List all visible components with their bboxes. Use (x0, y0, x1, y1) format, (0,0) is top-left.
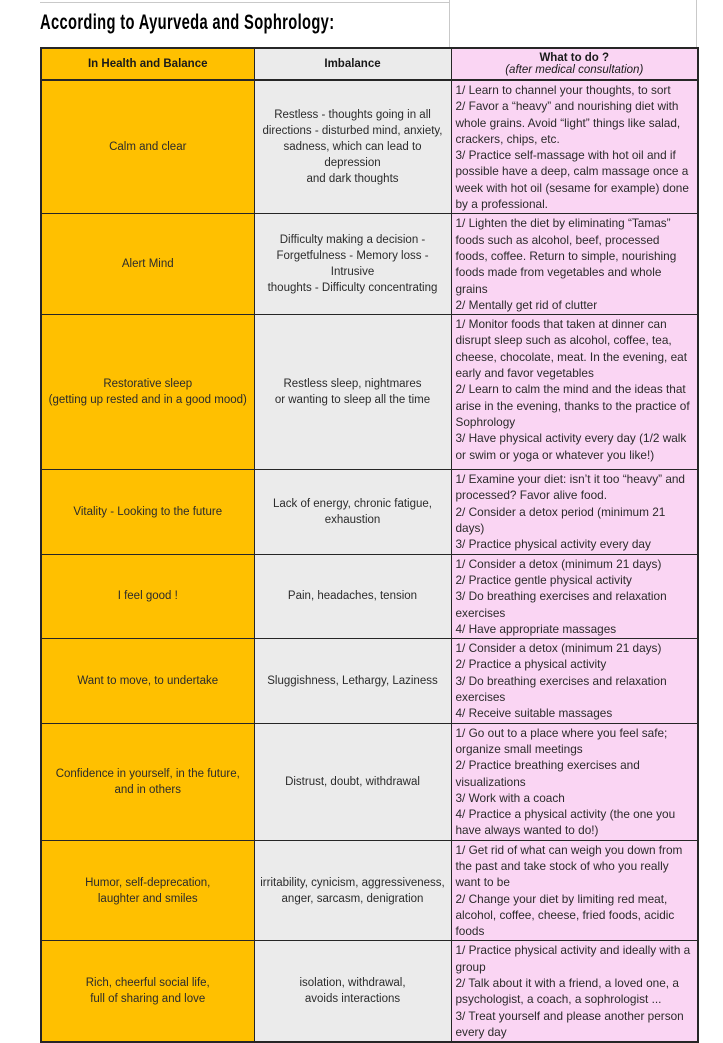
top-fragment-vline-left (449, 0, 450, 47)
table-row (41, 470, 698, 554)
table-row (41, 639, 698, 723)
action-item: 1/ Monitor foods that taken at dinner can disrupt sleep such as alcohol, coffee, tea, cheese, chocolate, meat. In the evening, eat early and favor vegetables (455, 317, 688, 381)
action-item: 2/ Practice gentle physical activity (455, 572, 632, 587)
action-item: 1/ Examine your diet: isn’t it too “heavy” and processed? Favor alive food. (455, 472, 685, 503)
action-item: 4/ Practice a physical activity (the one you have always wanted to do!) (455, 807, 676, 838)
table-body (41, 80, 698, 1042)
action-item: 1/ Practice physical activity and ideally with a group (455, 943, 691, 974)
ayurveda-sophrology-table (40, 47, 699, 1043)
actions-cell (451, 840, 698, 941)
table-row (41, 214, 698, 315)
actions-cell (451, 723, 698, 840)
top-fragment-hline (40, 2, 450, 3)
imbalance-cell: Lack of energy, chronic fatigue, exhaustion (254, 470, 451, 554)
action-item: 2/ Mentally get rid of clutter (455, 297, 598, 312)
imbalance-cell: irritability, cynicism, aggressiveness, anger, sarcasm, denigration (254, 840, 451, 941)
health-cell: Calm and clear (41, 80, 254, 214)
imbalance-cell: Restless - thoughts going in all directions - disturbed mind, anxiety, sadness, which can lead to depression and dark thoughts (254, 80, 451, 214)
header-what-to-do (451, 48, 698, 80)
table-row (41, 315, 698, 470)
table-row (41, 941, 698, 1042)
health-cell: Restorative sleep (getting up rested and in a good mood) (41, 315, 254, 470)
action-item: 2/ Favor a “heavy” and nourishing diet with whole grains. Avoid “light” things like salad, crackers, chips, etc. (455, 99, 681, 146)
action-item: 1/ Consider a detox (minimum 21 days) (455, 641, 662, 656)
header-row (41, 48, 698, 80)
imbalance-cell: Difficulty making a decision - Forgetfulness - Memory loss - Intrusive thoughts - Difficulty concentrating (254, 214, 451, 315)
health-cell: Want to move, to undertake (41, 639, 254, 723)
header-imbalance: Imbalance (254, 48, 451, 80)
actions-cell (451, 470, 698, 554)
action-item: 2/ Practice a physical activity (455, 657, 607, 672)
imbalance-cell: Pain, headaches, tension (254, 554, 451, 638)
actions-cell (451, 941, 698, 1042)
action-item: 3/ Practice physical activity every day (455, 537, 651, 552)
action-item: 4/ Have appropriate massages (455, 621, 617, 636)
header-health-and-balance: In Health and Balance (41, 48, 254, 80)
health-cell: I feel good ! (41, 554, 254, 638)
action-item: 3/ Do breathing exercises and relaxation exercises (455, 589, 667, 620)
action-item: 3/ Have physical activity every day (1/2 walk or swim or yoga or whatever you like!) (455, 431, 687, 462)
action-item: 4/ Receive suitable massages (455, 706, 613, 721)
action-item: 3/ Work with a coach (455, 790, 565, 805)
header-what-to-do-subtitle: (after medical consultation) (505, 64, 644, 76)
health-cell: Rich, cheerful social life, full of sharing and love (41, 941, 254, 1042)
action-item: 1/ Lighten the diet by eliminating “Tamas” foods such as alcohol, beef, processed foods, coffee. Return to simple, nourishing foods made from vegetables and whole grains (455, 216, 677, 296)
table-row (41, 723, 698, 840)
imbalance-cell: Distrust, doubt, withdrawal (254, 723, 451, 840)
actions-cell (451, 315, 698, 470)
health-cell: Confidence in yourself, in the future, and in others (41, 723, 254, 840)
action-item: 2/ Talk about it with a friend, a loved one, a psychologist, a coach, a sophrologist ... (455, 976, 679, 1007)
action-item: 1/ Consider a detox (minimum 21 days) (455, 556, 662, 571)
action-item: 2/ Practice breathing exercises and visualizations (455, 758, 640, 789)
header-what-to-do-label: What to do ? (539, 52, 610, 64)
health-cell: Humor, self-deprecation, laughter and smiles (41, 840, 254, 941)
top-fragment-vline-right (696, 0, 697, 47)
imbalance-cell: Sluggishness, Lethargy, Laziness (254, 639, 451, 723)
action-item: 1/ Get rid of what can weigh you down from the past and take stock of who you really want to be (455, 842, 683, 890)
action-item: 2/ Consider a detox period (minimum 21 days) (455, 504, 666, 536)
imbalance-cell: Restless sleep, nightmares or wanting to sleep all the time (254, 315, 451, 470)
page-title: According to Ayurveda and Sophrology: (40, 11, 335, 34)
table-row (41, 80, 698, 214)
actions-cell (451, 554, 698, 638)
action-item: 3/ Practice self-massage with hot oil and if possible have a deep, calm massage once a week with hot oil (sesame for example) done by a professional. (455, 148, 689, 212)
actions-cell (451, 639, 698, 723)
health-cell: Alert Mind (41, 214, 254, 315)
actions-cell (451, 80, 698, 214)
action-item: 1/ Learn to channel your thoughts, to sort (455, 83, 671, 97)
action-item: 1/ Go out to a place where you feel safe; organize small meetings (455, 725, 668, 756)
table-header (41, 48, 698, 80)
table-row (41, 554, 698, 638)
imbalance-cell: isolation, withdrawal, avoids interactions (254, 941, 451, 1042)
action-item: 2/ Change your diet by limiting red meat, alcohol, coffee, cheese, fried foods, acidic foods (455, 891, 675, 939)
action-item: 2/ Learn to calm the mind and the ideas that arise in the evening, thanks to the practice of Sophrology (455, 382, 690, 429)
action-item: 3/ Treat yourself and please another person every day (455, 1008, 684, 1039)
table-row (41, 840, 698, 941)
action-item: 3/ Do breathing exercises and relaxation exercises (455, 673, 667, 705)
actions-cell (451, 214, 698, 315)
health-cell: Vitality - Looking to the future (41, 470, 254, 554)
